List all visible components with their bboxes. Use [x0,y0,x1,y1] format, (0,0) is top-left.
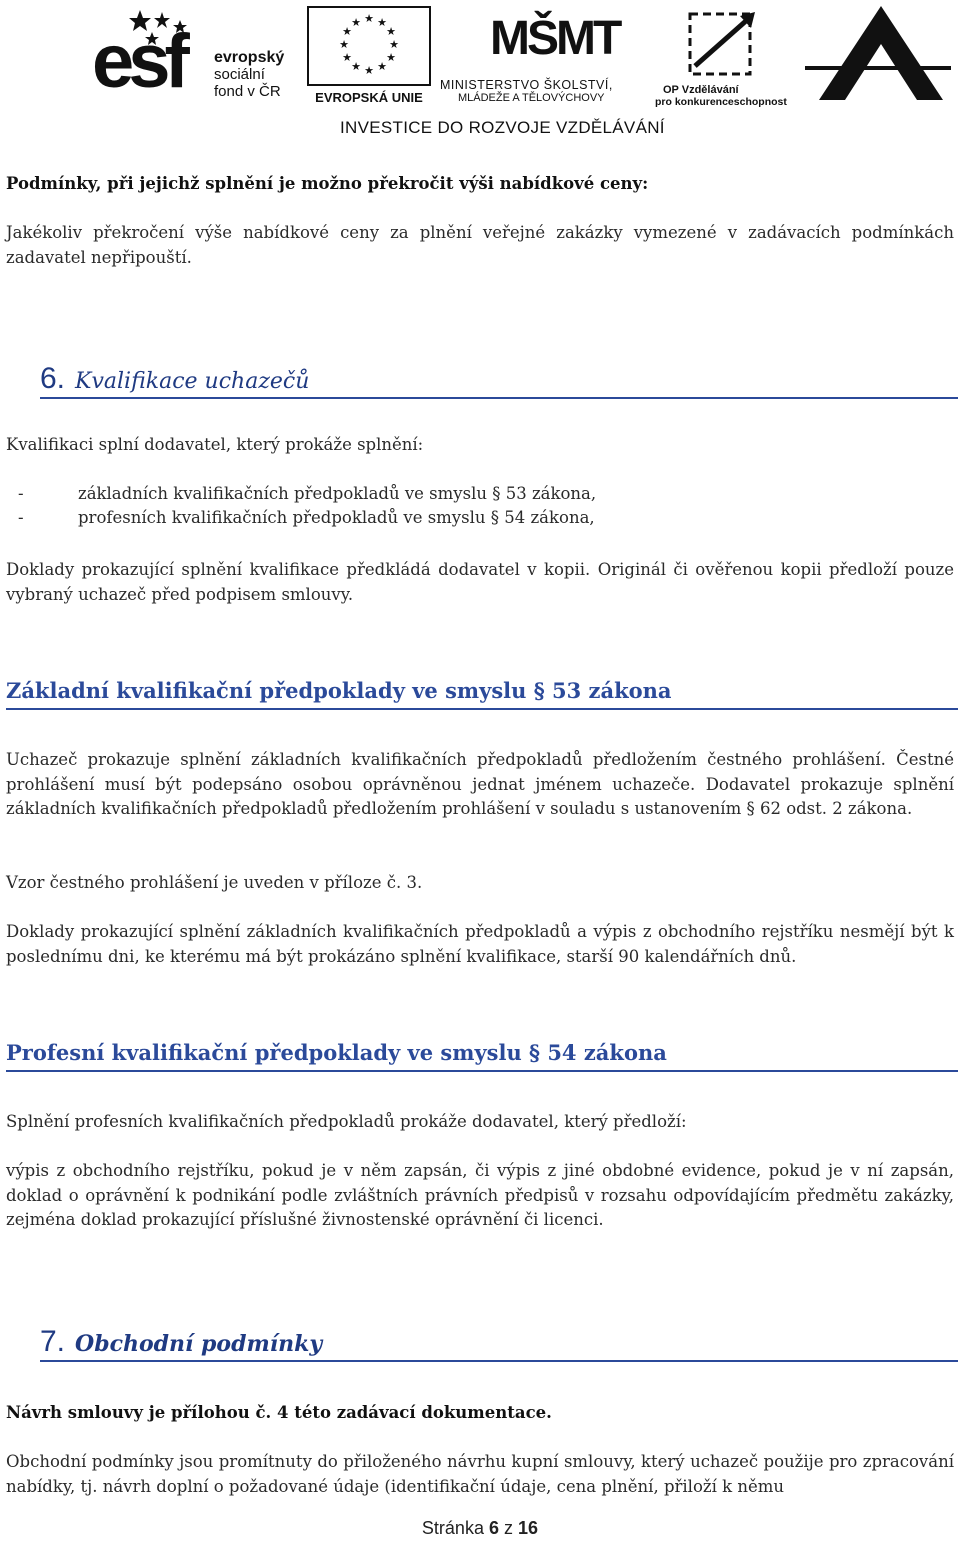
footer-total: 16 [518,1518,539,1538]
op-line1: OP Vzdělávání [663,84,739,96]
op-line2: pro konkurenceschopnost [655,96,787,108]
section6-intro: Kvalifikaci splní dodavatel, který prokáže splnění: [6,435,424,454]
msmt-mark: MŠMT [490,12,620,65]
section7-body: Obchodní podmínky jsou promítnuty do přiloženého návrhu kupní smlouvy, který uchazeč použije pro zpracování nabídky, tj. návrh doplní o požadované údaje (identifikační údaje, cena plnění, přiloží k němu [6,1452,954,1496]
list-item: profesních kvalifikačních předpokladů ve smyslu § 54 zákona, [78,508,595,527]
esf-logo [92,6,297,106]
section7-title: Obchodní podmínky [75,1331,323,1357]
section7-bold: Návrh smlouvy je přílohou č. 4 této zadávací dokumentace. [6,1403,552,1422]
prof-p2: výpis z obchodního rejstříku, pokud je v něm zapsán, či výpis z jiné obdobné evidence, pokud je v ní zapsán, doklad o oprávnění k podnikání podle zvláštních právních předpisů v rozsahu odpovídajícím předmětu zakázky, zejména doklad prokazující příslušné živnostenské oprávnění či licenci. [6,1161,954,1229]
triangle-logo [805,4,955,104]
prof-title: Profesní kvalifikační předpoklady ve smyslu § 54 zákona [6,1040,667,1065]
svg-text:★: ★ [342,51,352,64]
invest-slogan: INVESTICE DO ROZVOJE VZDĚLÁVÁNÍ [340,118,665,137]
section6-docs: Doklady prokazující splnění kvalifikace předkládá dodavatel v kopii. Originál či ověřenou kopii předloží pouze vybraný uchazeč před podpisem smlouvy. [6,560,954,604]
svg-text:★: ★ [364,12,374,25]
section7-number: 7. [40,1325,66,1358]
svg-text:★: ★ [339,38,349,51]
svg-text:★: ★ [389,38,399,51]
footer-page: 6 [488,1518,499,1538]
basic-p2: Vzor čestného prohlášení je uveden v příloze č. 3. [6,873,423,892]
msmt-line2: MLÁDEŽE A TĚLOVÝCHOVY [458,92,605,104]
basic-title: Základní kvalifikační předpoklady ve smyslu § 53 zákona [6,678,672,703]
eu-stars-icon [309,8,429,84]
list-bullet: - [18,508,24,527]
logo-header [0,0,960,150]
list-bullet: - [18,484,24,503]
section7-heading [40,1325,322,1359]
basic-p1: Uchazeč prokazuje splnění základních kvalifikačních předpokladů předložením čestného prohlášení. Čestné prohlášení musí být podepsáno osobou oprávněnou jednat jménem uchazeče. Dodavatel prokazuje splnění základních kvalifikačních předpokladů předložením prohlášení v souladu s ustanovením § 62 odst. 2 zákona. [6,750,954,818]
section6-heading [40,362,309,396]
op-logo [655,6,795,106]
price-title: Podmínky, při jejichž splnění je možno překročit výši nabídkové ceny: [6,174,649,193]
basic-p3: Doklady prokazující splnění základních kvalifikačních předpokladů a výpis z obchodního rejstříku nesmějí být k poslednímu dni, ke kterému má být prokázáno splnění kvalifikace, starší 90 kalendářních dnů. [6,922,954,966]
svg-text:★: ★ [377,60,387,73]
esf-line2: sociální [214,66,265,83]
section6-title: Kvalifikace uchazečů [75,369,310,394]
svg-text:★: ★ [342,25,352,38]
op-mark-icon [655,6,795,86]
svg-text:★: ★ [351,60,361,73]
price-body: Jakékoliv překročení výše nabídkové ceny za plnění veřejné zakázky vymezené v zadávacích podmínkách zadavatel nepřipouští. [6,223,954,267]
eu-label: EVROPSKÁ UNIE [315,90,423,105]
svg-text:★: ★ [377,16,387,29]
section7-rule [40,1360,958,1362]
section6-number: 6. [40,362,66,395]
page-footer [0,1518,960,1539]
basic-rule [6,708,958,710]
svg-text:★: ★ [386,51,396,64]
msmt-logo [440,4,650,104]
prof-p1: Splnění profesních kvalifikačních předpokladů prokáže dodavatel, který předloží: [6,1112,687,1131]
esf-mark: esf [92,19,184,104]
prof-rule [6,1070,958,1072]
section6-rule [40,397,958,399]
list-item: základních kvalifikačních předpokladů ve smyslu § 53 zákona, [78,484,597,503]
triangle-icon [805,4,955,104]
eu-flag [307,6,431,86]
msmt-line1: MINISTERSTVO ŠKOLSTVÍ, [440,78,613,92]
footer-mid: z [504,1518,514,1538]
eu-logo [305,6,433,106]
esf-line3: fond v ČR [214,83,281,100]
svg-text:★: ★ [386,25,396,38]
svg-text:★: ★ [351,16,361,29]
esf-line1: evropský [214,49,285,66]
footer-prefix: Stránka [421,1518,484,1538]
svg-text:★: ★ [364,64,374,77]
